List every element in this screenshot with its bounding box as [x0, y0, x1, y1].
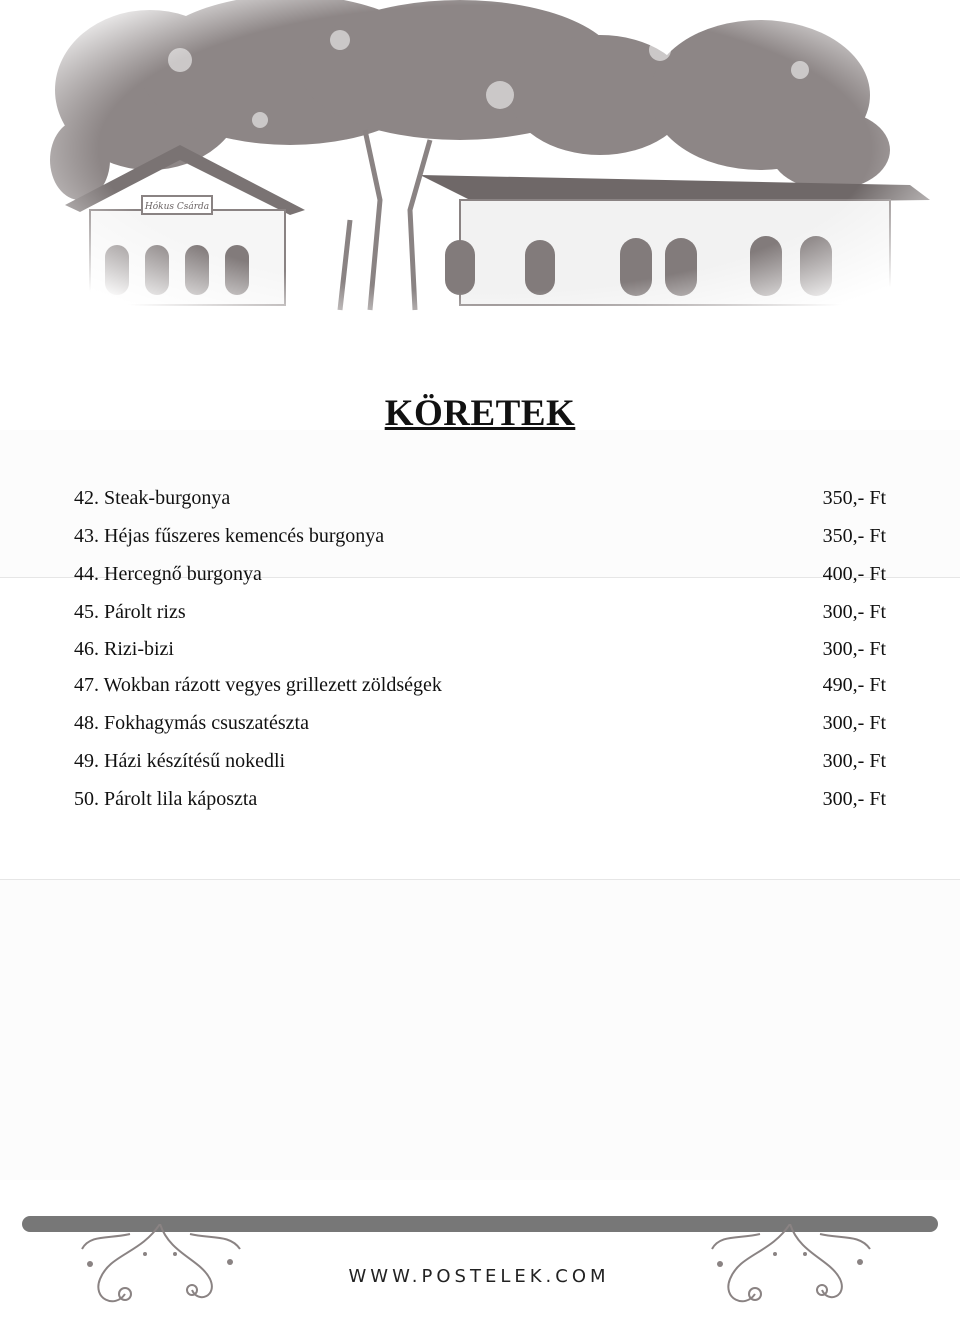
- menu-row: [74, 746, 886, 784]
- menu-row: [74, 559, 886, 597]
- menu-row: [74, 670, 886, 708]
- item-name: 50. Párolt lila káposzta: [74, 788, 258, 810]
- swirl-ornament-left: [70, 1224, 250, 1314]
- item-name: 47. Wokban rázott vegyes grillezett zöldségek: [74, 674, 442, 696]
- item-price: 300,- Ft: [822, 601, 886, 623]
- divider-line: [0, 879, 960, 880]
- menu-row: [74, 597, 886, 634]
- header-photo: [40, 0, 930, 330]
- item-name: 46. Rizi-bizi: [74, 638, 174, 660]
- footer-url: WWW.POSTELEK.COM: [348, 1266, 610, 1287]
- swirl-ornament-right: [700, 1224, 880, 1314]
- menu-row: [74, 634, 886, 670]
- item-price: 400,- Ft: [822, 563, 886, 585]
- menu-row: [74, 708, 886, 746]
- page-title: KÖRETEK: [384, 393, 576, 434]
- item-price: 300,- Ft: [822, 750, 886, 772]
- item-name: 49. Házi készítésű nokedli: [74, 750, 286, 772]
- menu-row: [74, 784, 886, 822]
- item-price: 350,- Ft: [822, 525, 886, 547]
- item-price: 300,- Ft: [822, 788, 886, 810]
- menu-row: [74, 483, 886, 521]
- item-price: 350,- Ft: [822, 487, 886, 509]
- item-name: 48. Fokhagymás csuszatészta: [74, 712, 309, 734]
- background-band: [0, 880, 960, 1180]
- item-name: 42. Steak-burgonya: [74, 487, 231, 509]
- menu-row: [74, 521, 886, 559]
- item-name: 45. Párolt rizs: [74, 601, 186, 623]
- menu-list: [74, 483, 886, 822]
- item-price: 300,- Ft: [822, 638, 886, 660]
- item-price: 300,- Ft: [822, 712, 886, 734]
- item-name: 44. Hercegnő burgonya: [74, 563, 262, 585]
- item-name: 43. Héjas fűszeres kemencés burgonya: [74, 525, 385, 547]
- item-price: 490,- Ft: [822, 674, 886, 696]
